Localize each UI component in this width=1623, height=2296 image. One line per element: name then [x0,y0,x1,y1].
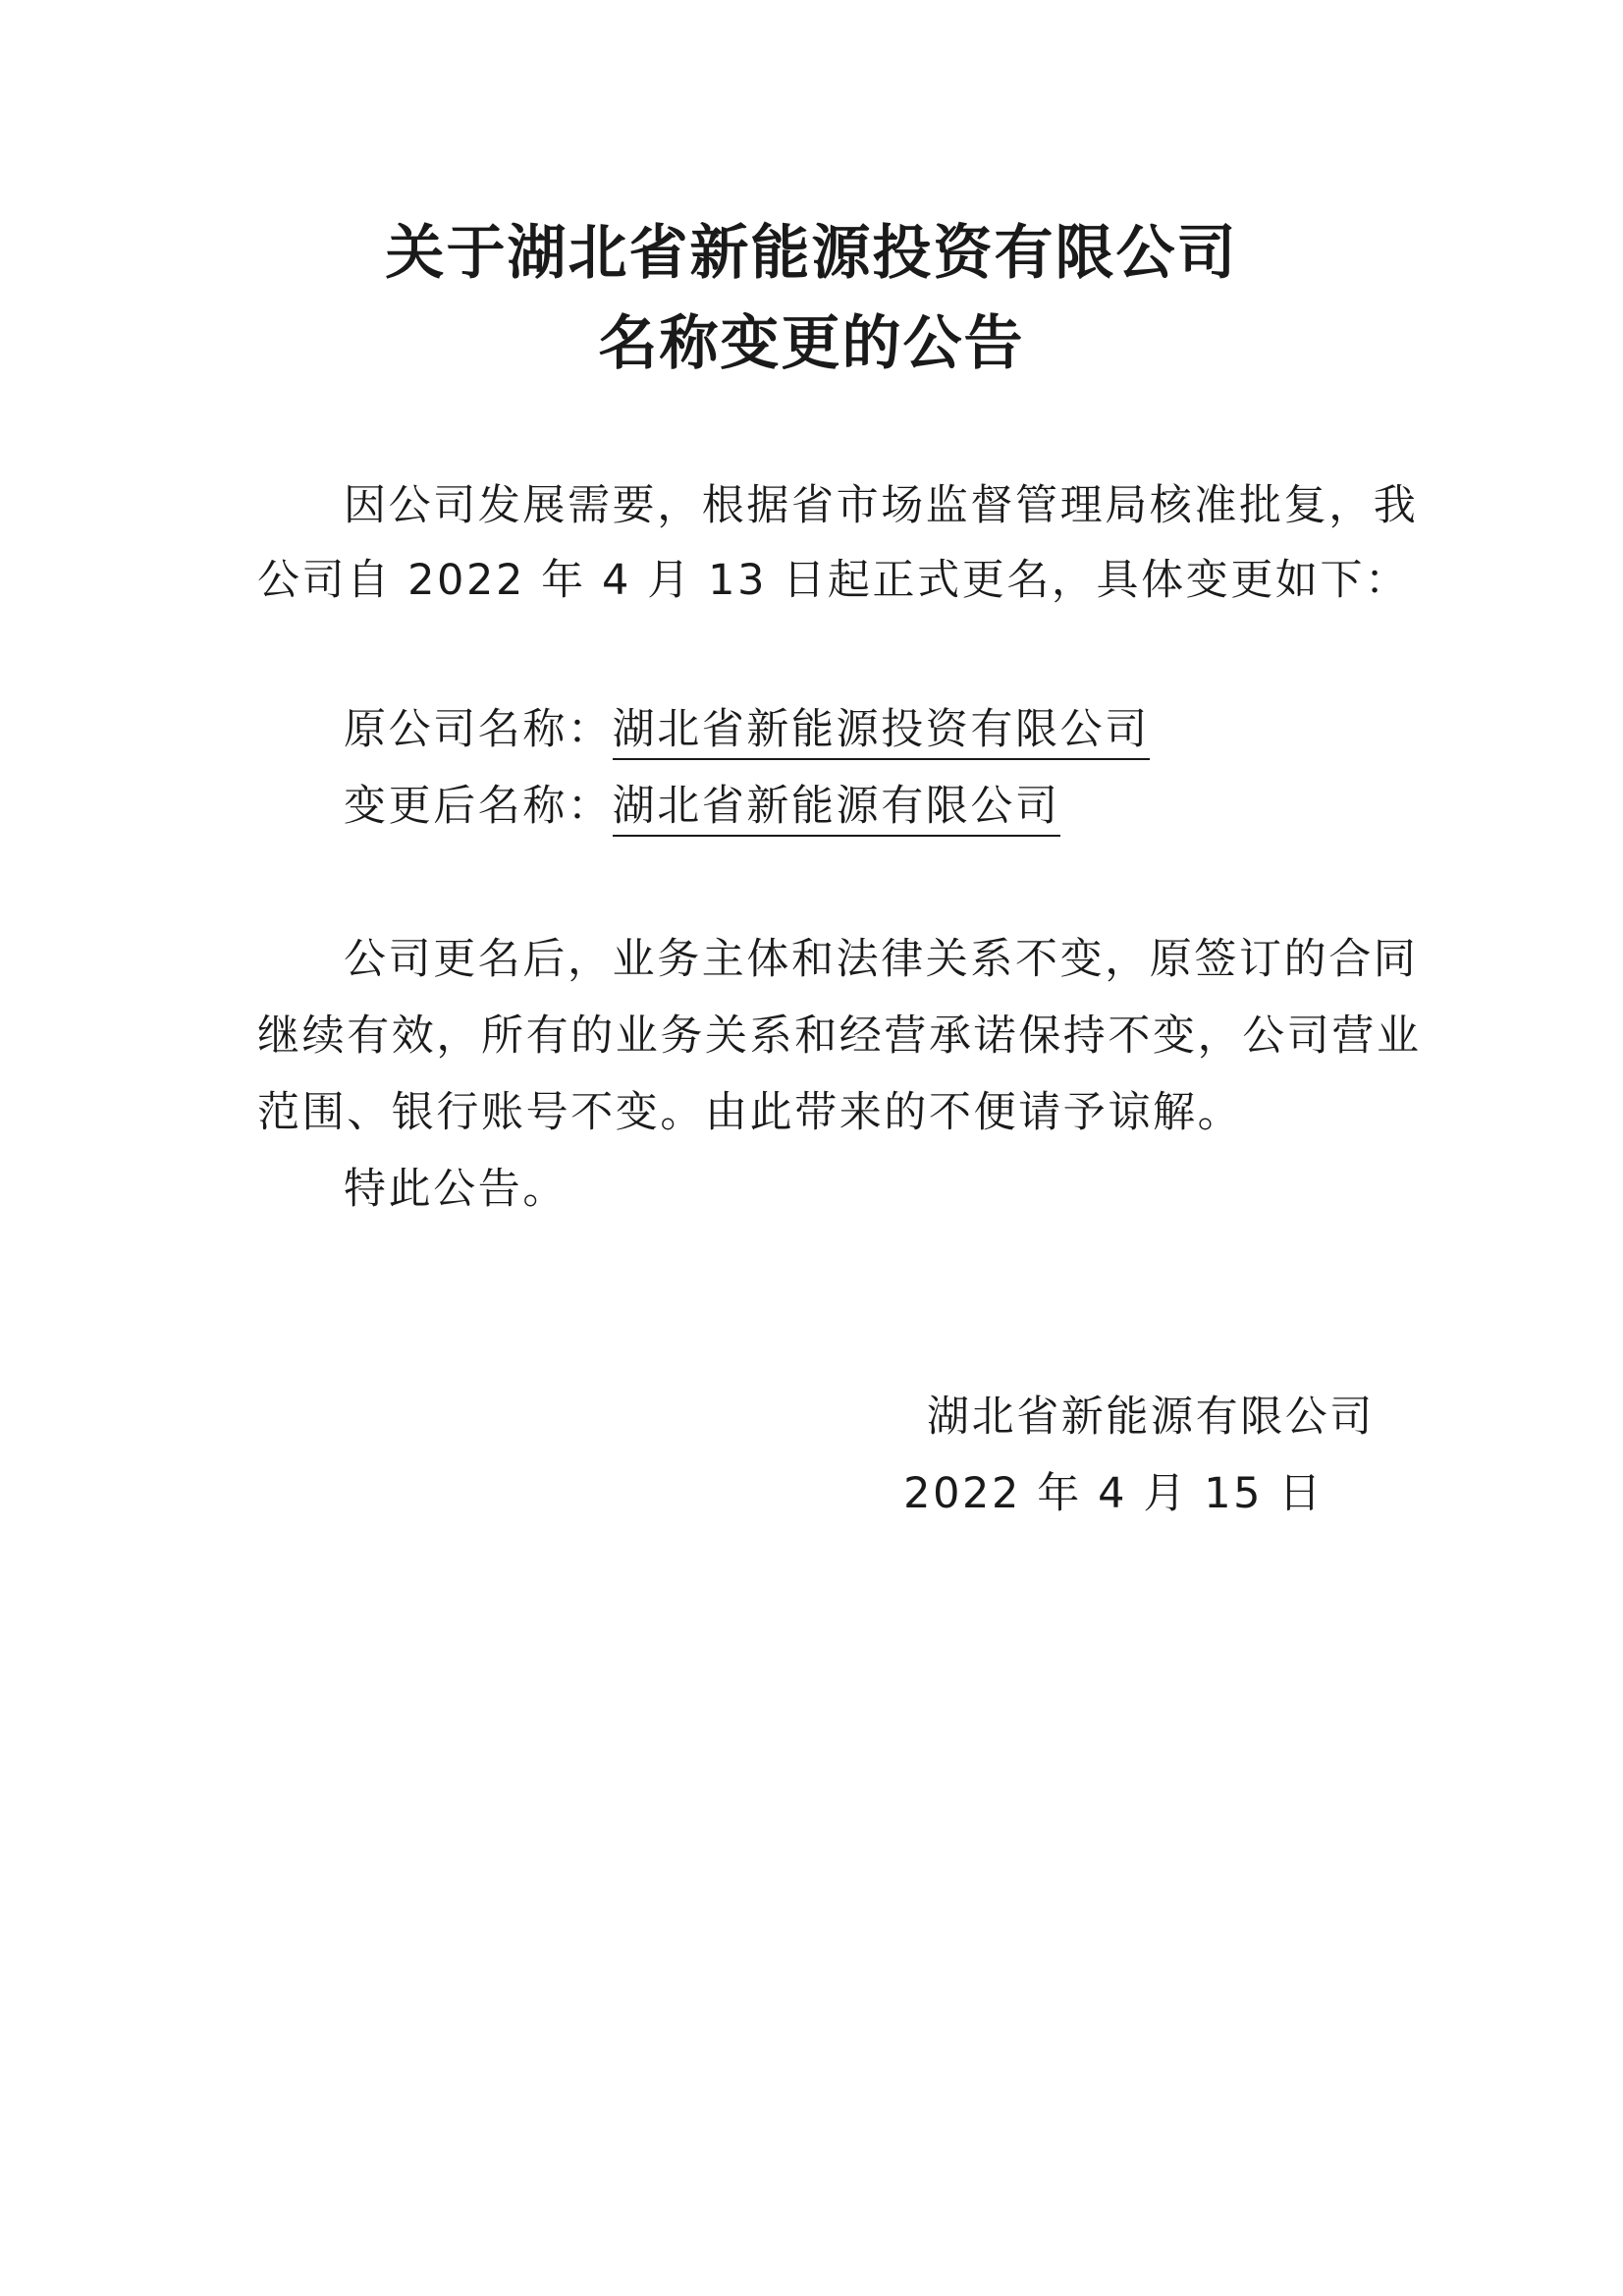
body-line-2: 继续有效，所有的业务关系和经营承诺保持不变，公司营业 [257,1011,1422,1061]
old-name-value: 湖北省新能源投资有限公司 [613,705,1150,760]
old-name-label: 原公司名称： [344,705,613,754]
title-line-1: 关于湖北省新能源投资有限公司 [385,219,1238,288]
new-name-value: 湖北省新能源有限公司 [613,782,1060,837]
signature-date: 2022 年 4 月 15 日 [903,1469,1324,1518]
closing-line: 特此公告。 [344,1165,568,1214]
signature-company: 湖北省新能源有限公司 [927,1393,1375,1442]
new-name-row [344,782,1060,831]
body-line-1: 公司更名后，业务主体和法律关系不变，原签订的合同 [344,935,1419,984]
intro-line-2: 公司自 2022 年 4 月 13 日起正式更名，具体变更如下： [257,556,1410,605]
old-name-row [344,705,1150,754]
new-name-label: 变更后名称： [344,782,613,831]
title-line-2: 名称变更的公告 [598,309,1025,378]
body-line-3: 范围、银行账号不变。由此带来的不便请予谅解。 [257,1088,1243,1137]
intro-line-1: 因公司发展需要，根据省市场监督管理局核准批复，我 [344,481,1419,530]
